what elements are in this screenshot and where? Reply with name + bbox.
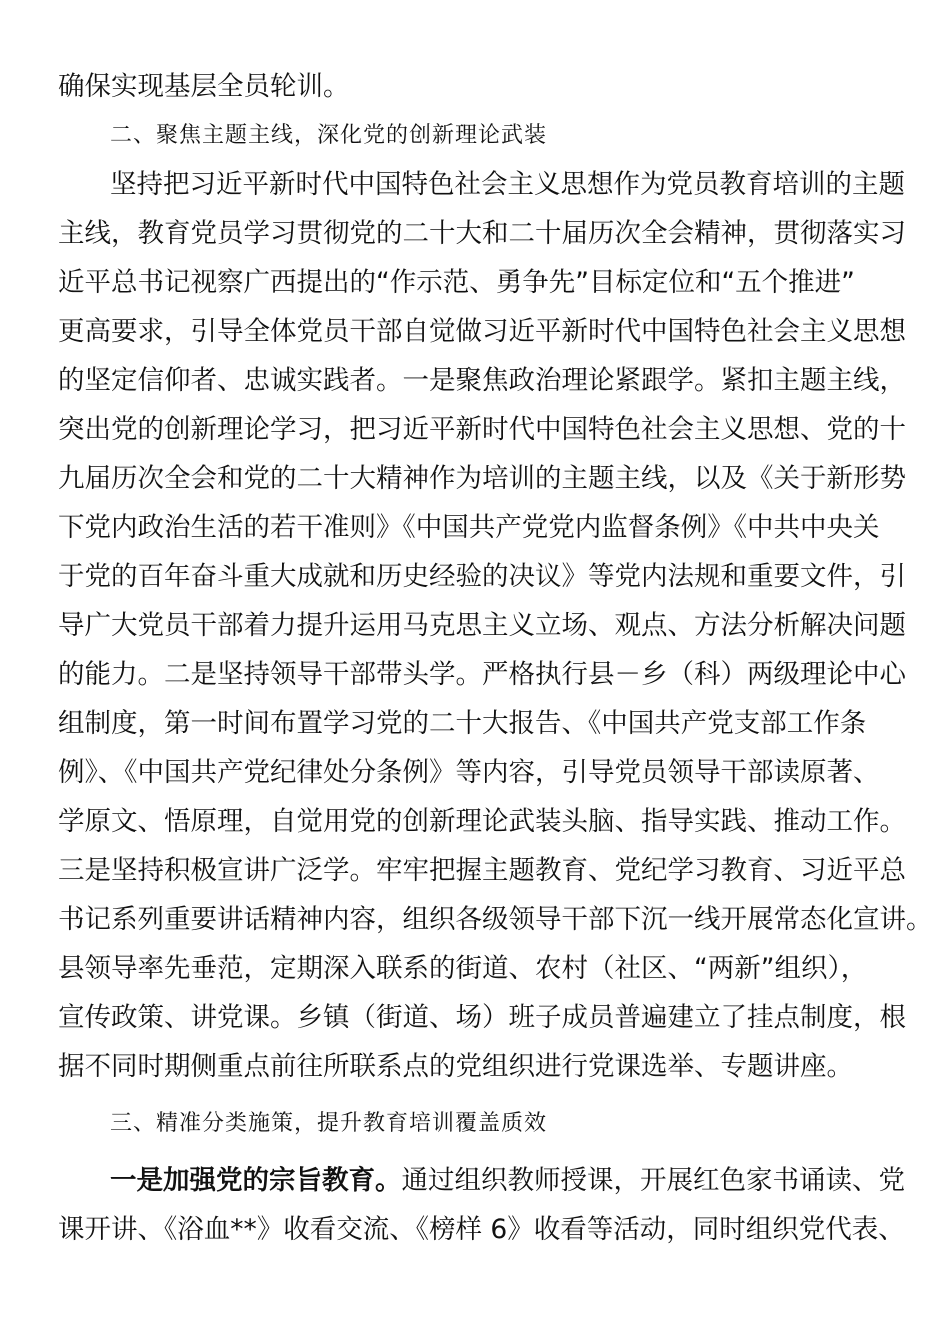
paragraph-line: 例》、《中国共产党纪律处分条例》等内容，引导党员领导干部读原著、 [58, 757, 880, 788]
paragraph-line: 书记系列重要讲话精神内容，组织各级领导干部下沉一线开展常态化宣讲。 [58, 904, 933, 935]
paragraph-line [58, 1156, 905, 1205]
bold-lead-text: 一是加强党的宗旨教育。 [110, 1165, 402, 1196]
section-heading-2: 二、聚焦主题主线，深化党的创新理论武装 [110, 123, 548, 148]
paragraph-line: 据不同时期侧重点前往所联系点的党组织进行党课选举、专题讲座。 [58, 1051, 853, 1082]
section-3-paragraph [58, 1156, 905, 1254]
paragraph-line: 三是坚持积极宣讲广泛学。牢牢把握主题教育、党纪学习教育、习近平总 [58, 855, 906, 886]
paragraph-line: 下党内政治生活的若干准则》《中国共产党党内监督条例》《中共中央关 [58, 512, 880, 543]
paragraph-line: 县领导率先垂范，定期深入联系的街道、农村（社区、“两新”组织）， [58, 953, 868, 984]
paragraph-line: 组制度，第一时间布置学习党的二十大报告、《中国共产党支部工作条 [58, 708, 867, 739]
paragraph-line: 的能力。二是坚持领导干部带头学。严格执行县－乡（科）两级理论中心 [58, 659, 906, 690]
paragraph-line: 学原文、悟原理，自觉用党的创新理论武装头脑、指导实践、推动工作。 [58, 806, 906, 837]
paragraph-text: 通过组织教师授课，开展红色家书诵读、党 [401, 1165, 905, 1196]
paragraph-line: 近平总书记视察广西提出的“作示范、勇争先”目标定位和“五个推进” [58, 267, 855, 298]
paragraph-line: 更高要求，引导全体党员干部自觉做习近平新时代中国特色社会主义思想 [58, 316, 906, 347]
paragraph-gap [58, 1148, 893, 1156]
paragraph-line: 导广大党员干部着力提升运用马克思主义立场、观点、方法分析解决问题 [58, 610, 906, 641]
paragraph-line: 宣传政策、讲党课。乡镇（街道、场）班子成员普遍建立了挂点制度，根 [58, 1002, 906, 1033]
section-heading-3: 三、精准分类施策，提升教育培训覆盖质效 [110, 1111, 548, 1136]
paragraph-line: 确保实现基层全员轮训。 [58, 71, 350, 102]
paragraph-line: 的坚定信仰者、忠诚实践者。一是聚焦政治理论紧跟学。紧扣主题主线， [58, 365, 906, 396]
paragraph-line: 课开讲、《浴血**》收看交流、《榜样 6》收看等活动，同时组织党代表、 [58, 1214, 905, 1245]
paragraph-line: 突出党的创新理论学习，把习近平新时代中国特色社会主义思想、党的十 [58, 414, 906, 445]
section-2-paragraph [58, 160, 933, 1091]
paragraph-line: 主线，教育党员学习贯彻党的二十大和二十届历次全会精神，贯彻落实习 [58, 218, 906, 249]
document-page [58, 62, 933, 1254]
paragraph-line: 于党的百年奋斗重大成就和历史经验的决议》等党内法规和重要文件，引 [58, 561, 906, 592]
paragraph-gap [58, 1091, 893, 1099]
paragraph-line: 九届历次全会和党的二十大精神作为培训的主题主线，以及《关于新形势 [58, 463, 906, 494]
paragraph-line: 坚持把习近平新时代中国特色社会主义思想作为党员教育培训的主题 [110, 169, 905, 200]
